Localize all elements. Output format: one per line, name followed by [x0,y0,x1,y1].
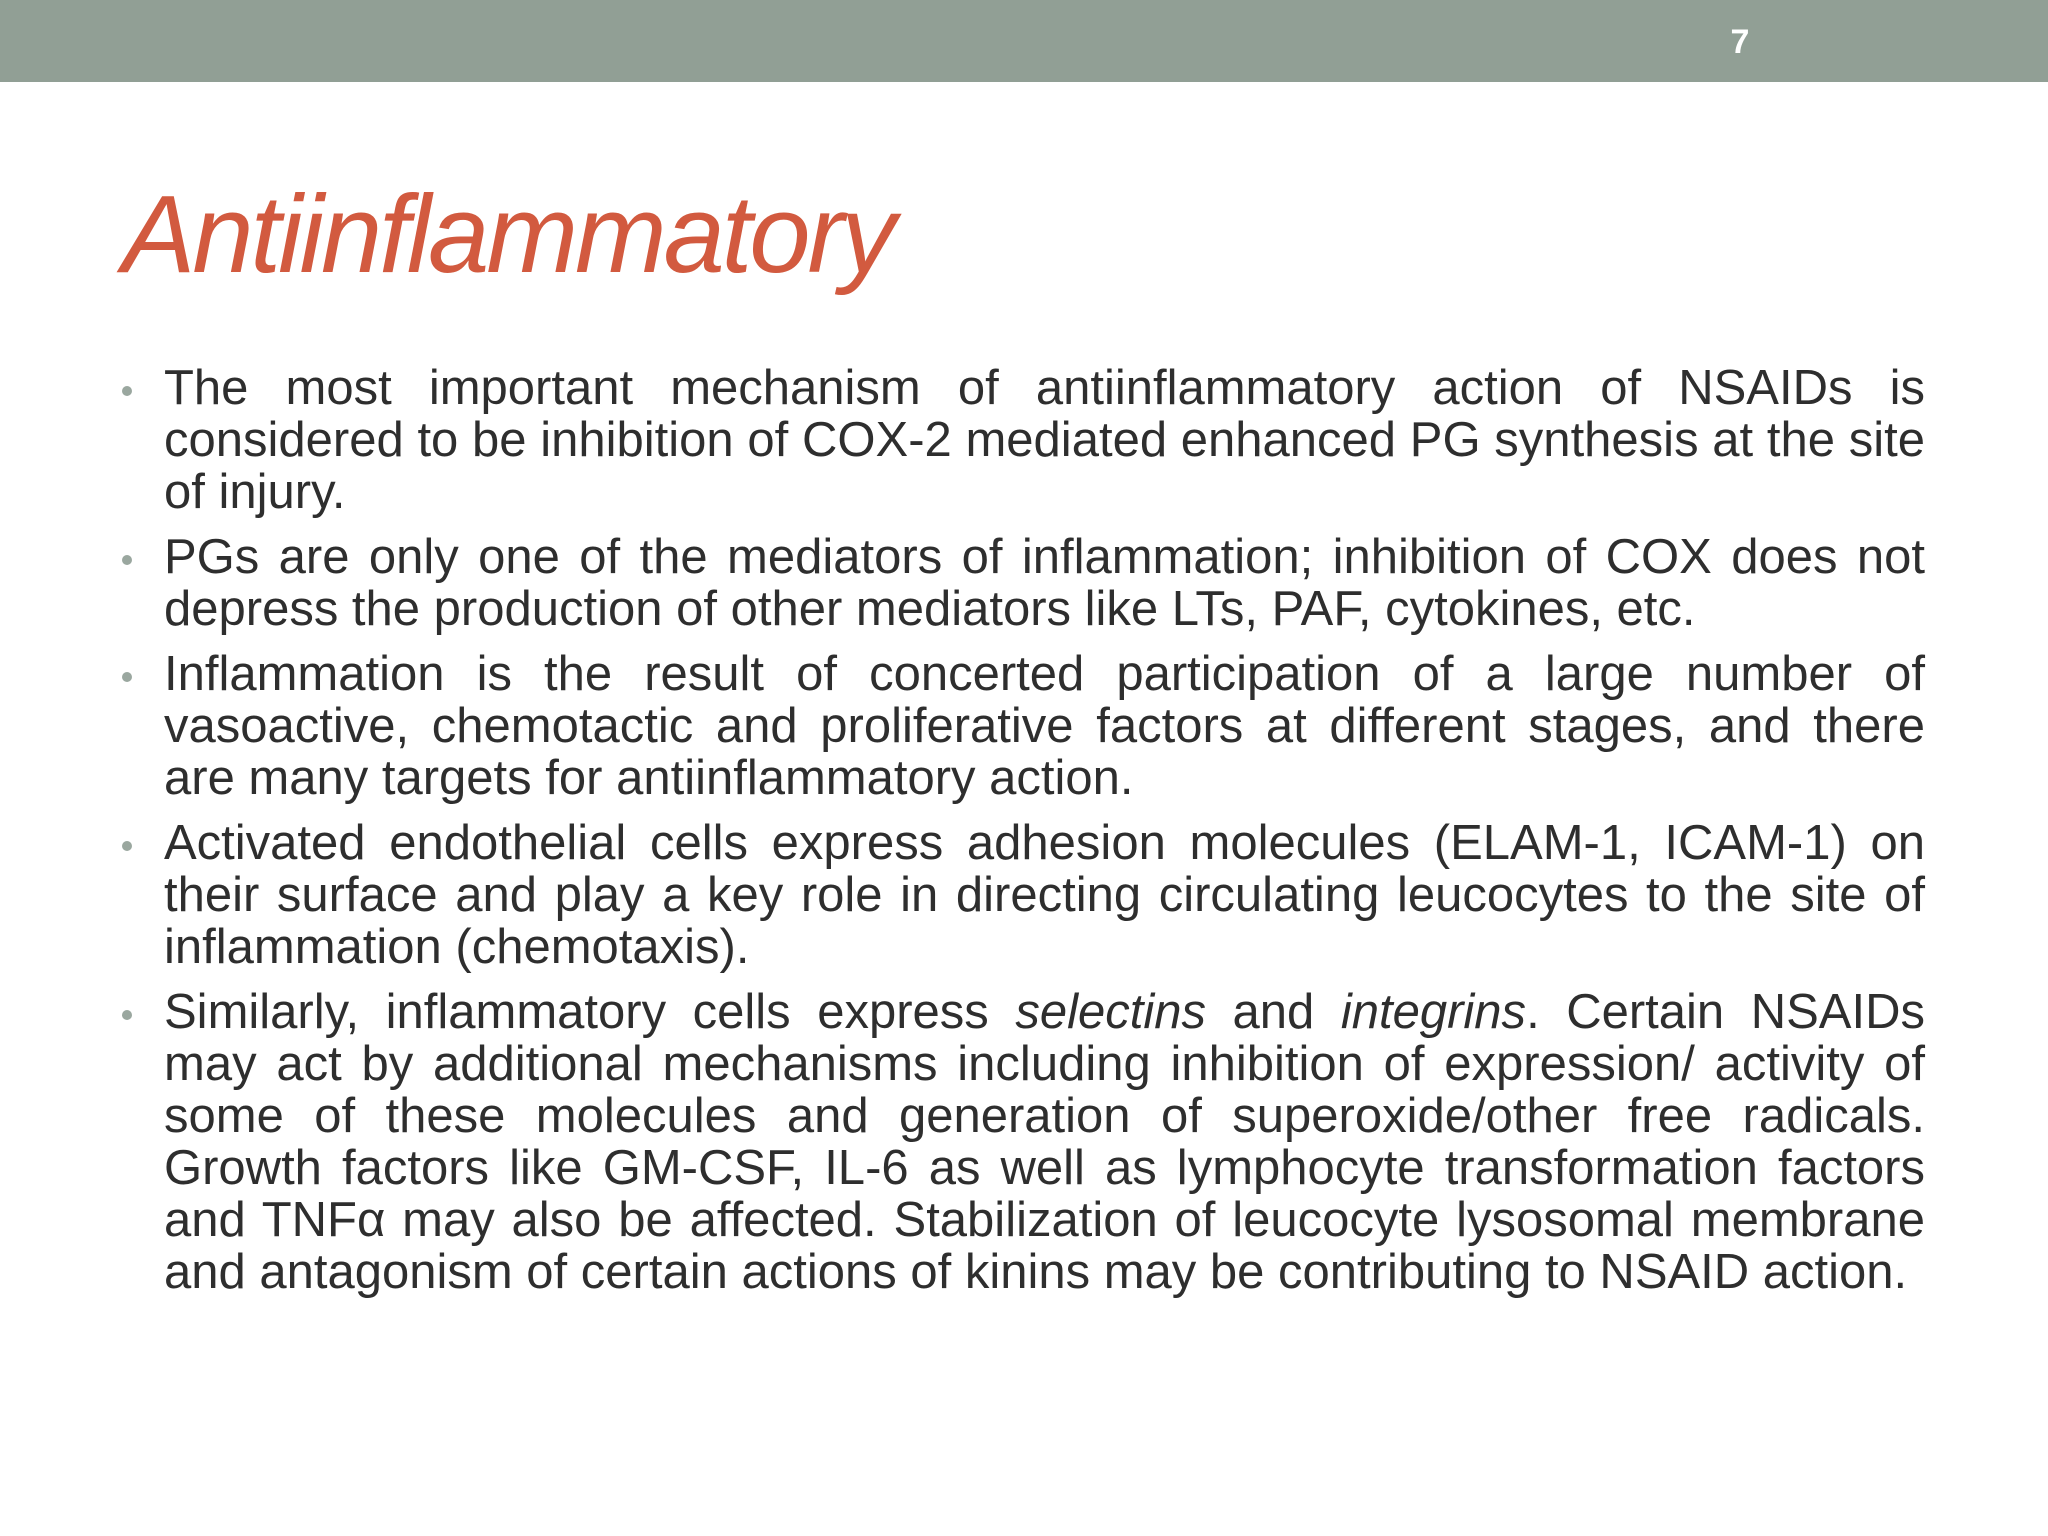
bullet-text-segment: . Certain NSAIDs may act by additional mechanisms including inhibition of expression/ activity of some of these molecules and generation of superoxide/other free radicals. Growth factors like GM-CSF, IL-6 as well as lymphocyte transformation factors and TNFα may also be affected. Stabilization of leucocyte lysosomal membrane and antagonism of certain actions of kinins may be contributing to NSAID action. [164,985,1925,1299]
slide-number: 7 [1730,23,1750,61]
bullet-item-inflammation-factors [164,648,1925,804]
bullet-text-rich [164,985,1925,1299]
bullet-text-segment: and [1205,985,1341,1039]
bullet-item-mechanism [164,362,1925,518]
bullet-dot-icon [122,386,132,396]
italic-term-selectins: selectins [1015,985,1206,1039]
bullet-text: Inflammation is the result of concerted participation of a large number of vasoactive, chemotactic and proliferative factors at different stages, and there are many targets for antiinflammatory action. [164,647,1925,805]
slide-header-bar [0,0,2048,82]
bullet-item-mediators [164,531,1925,635]
bullet-dot-icon [122,1010,132,1020]
italic-term-integrins: integrins [1340,985,1527,1039]
slide-title: Antiinflammatory [122,173,894,296]
bullet-list [164,362,1925,1311]
bullet-text: The most important mechanism of antiinflammatory action of NSAIDs is considered to be inhibition of COX-2 mediated enhanced PG synthesis at the site of injury. [164,361,1925,519]
bullet-text: Activated endothelial cells express adhesion molecules (ELAM-1, ICAM-1) on their surface and play a key role in directing circulating leucocytes to the site of inflammation (chemotaxis). [164,816,1925,974]
bullet-text-segment: Similarly, inflammatory cells express [164,985,1016,1039]
bullet-item-selectins-integrins [164,986,1925,1298]
bullet-item-endothelial-cells [164,817,1925,973]
bullet-text: PGs are only one of the mediators of inflammation; inhibition of COX does not depress the production of other mediators like LTs, PAF, cytokines, etc. [164,530,1925,636]
bullet-dot-icon [122,841,132,851]
bullet-dot-icon [122,672,132,682]
bullet-dot-icon [122,555,132,565]
